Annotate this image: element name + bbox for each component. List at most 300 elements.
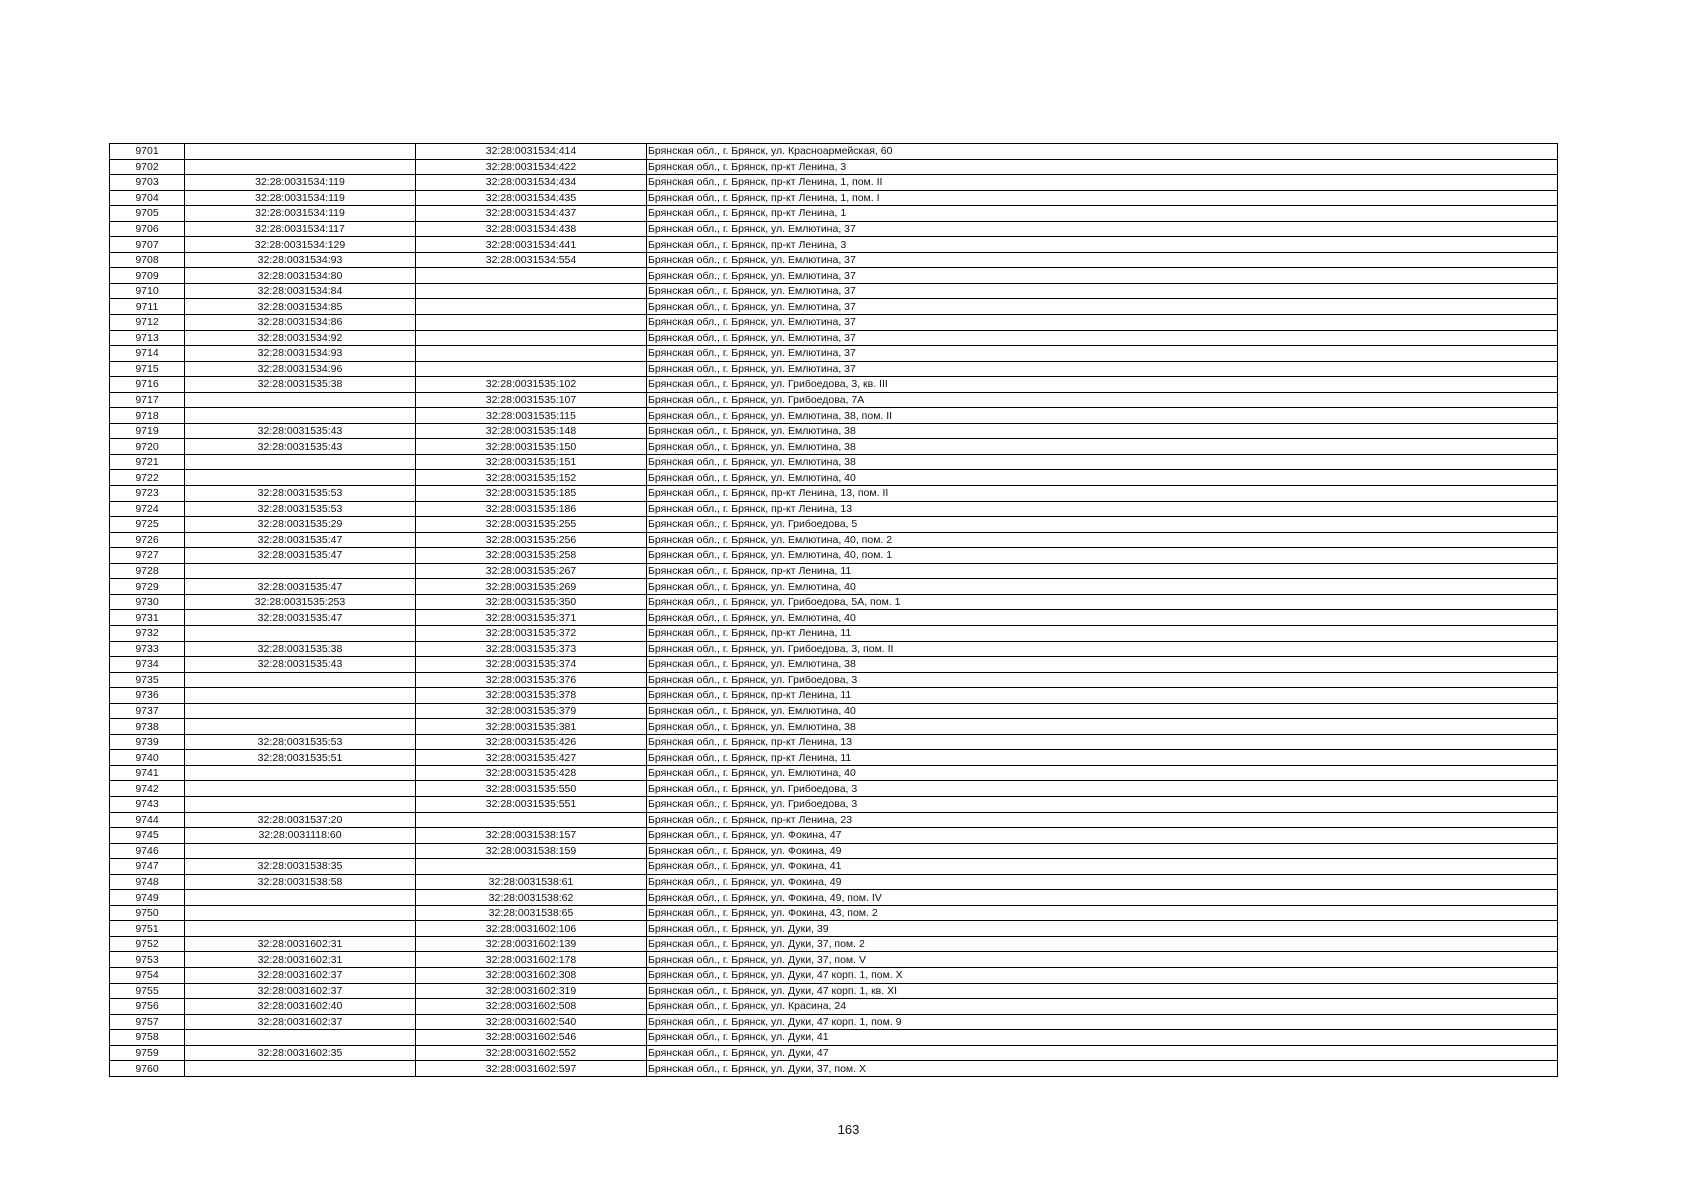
cell-addr: Брянская обл., г. Брянск, ул. Грибоедова, 3 xyxy=(647,796,1558,812)
cell-cad xyxy=(416,859,647,875)
cell-addr: Брянская обл., г. Брянск, ул. Грибоедова, 5 xyxy=(647,517,1558,533)
cell-addr: Брянская обл., г. Брянск, пр-кт Ленина, 23 xyxy=(647,812,1558,828)
cell-parent: 32:28:0031535:47 xyxy=(185,548,416,564)
cell-num: 9736 xyxy=(110,688,185,704)
cell-num: 9740 xyxy=(110,750,185,766)
cell-cad: 32:28:0031602:540 xyxy=(416,1014,647,1030)
cell-cad xyxy=(416,299,647,315)
table-row xyxy=(110,377,1558,393)
cell-addr: Брянская обл., г. Брянск, ул. Емлютина, 38, пом. II xyxy=(647,408,1558,424)
table-row xyxy=(110,548,1558,564)
table-row xyxy=(110,532,1558,548)
cell-addr: Брянская обл., г. Брянск, пр-кт Ленина, 1 xyxy=(647,206,1558,222)
cell-num: 9712 xyxy=(110,315,185,331)
table-row xyxy=(110,361,1558,377)
cell-cad: 32:28:0031538:159 xyxy=(416,843,647,859)
cell-parent: 32:28:0031534:119 xyxy=(185,206,416,222)
cell-addr: Брянская обл., г. Брянск, ул. Емлютина, 38 xyxy=(647,719,1558,735)
table-row xyxy=(110,672,1558,688)
cell-parent: 32:28:0031602:31 xyxy=(185,952,416,968)
cell-cad: 32:28:0031602:178 xyxy=(416,952,647,968)
cell-num: 9754 xyxy=(110,967,185,983)
cell-cad: 32:28:0031602:308 xyxy=(416,967,647,983)
table-row xyxy=(110,1045,1558,1061)
cell-num: 9731 xyxy=(110,610,185,626)
table-row xyxy=(110,936,1558,952)
cell-parent: 32:28:0031535:43 xyxy=(185,657,416,673)
cell-addr: Брянская обл., г. Брянск, ул. Грибоедова, 7А xyxy=(647,392,1558,408)
cell-addr: Брянская обл., г. Брянск, ул. Красноармейская, 60 xyxy=(647,144,1558,160)
cell-addr: Брянская обл., г. Брянск, ул. Емлютина, 38 xyxy=(647,439,1558,455)
table-row xyxy=(110,796,1558,812)
cell-num: 9752 xyxy=(110,936,185,952)
cell-parent: 32:28:0031534:92 xyxy=(185,330,416,346)
cell-cad: 32:28:0031535:378 xyxy=(416,688,647,704)
cell-parent xyxy=(185,159,416,175)
cell-addr: Брянская обл., г. Брянск, ул. Фокина, 43, пом. 2 xyxy=(647,905,1558,921)
cell-addr: Брянская обл., г. Брянск, ул. Емлютина, 38 xyxy=(647,454,1558,470)
cell-parent: 32:28:0031538:58 xyxy=(185,874,416,890)
table-row xyxy=(110,392,1558,408)
cell-addr: Брянская обл., г. Брянск, ул. Емлютина, 40, пом. 1 xyxy=(647,548,1558,564)
cell-cad: 32:28:0031535:115 xyxy=(416,408,647,424)
cell-parent xyxy=(185,921,416,937)
registry-table xyxy=(109,143,1558,1077)
table-row xyxy=(110,983,1558,999)
cell-parent xyxy=(185,688,416,704)
cell-addr: Брянская обл., г. Брянск, пр-кт Ленина, 11 xyxy=(647,750,1558,766)
cell-parent xyxy=(185,672,416,688)
table-row xyxy=(110,921,1558,937)
cell-parent: 32:28:0031538:35 xyxy=(185,859,416,875)
cell-addr: Брянская обл., г. Брянск, ул. Грибоедова, 3 xyxy=(647,672,1558,688)
cell-num: 9750 xyxy=(110,905,185,921)
cell-cad: 32:28:0031535:107 xyxy=(416,392,647,408)
cell-num: 9753 xyxy=(110,952,185,968)
table-row xyxy=(110,688,1558,704)
table-row xyxy=(110,221,1558,237)
table-row xyxy=(110,625,1558,641)
table-row xyxy=(110,486,1558,502)
cell-addr: Брянская обл., г. Брянск, ул. Емлютина, 38 xyxy=(647,657,1558,673)
cell-cad: 32:28:0031535:269 xyxy=(416,579,647,595)
cell-parent: 32:28:0031535:29 xyxy=(185,517,416,533)
cell-cad xyxy=(416,361,647,377)
cell-cad xyxy=(416,283,647,299)
table-row xyxy=(110,237,1558,253)
cell-num: 9726 xyxy=(110,532,185,548)
cell-cad: 32:28:0031534:438 xyxy=(416,221,647,237)
cell-cad: 32:28:0031602:106 xyxy=(416,921,647,937)
cell-num: 9703 xyxy=(110,175,185,191)
cell-addr: Брянская обл., г. Брянск, пр-кт Ленина, 11 xyxy=(647,563,1558,579)
cell-num: 9715 xyxy=(110,361,185,377)
cell-cad: 32:28:0031535:350 xyxy=(416,594,647,610)
cell-cad: 32:28:0031534:437 xyxy=(416,206,647,222)
cell-cad: 32:28:0031535:428 xyxy=(416,765,647,781)
cell-num: 9738 xyxy=(110,719,185,735)
cell-num: 9732 xyxy=(110,625,185,641)
cell-addr: Брянская обл., г. Брянск, ул. Красина, 24 xyxy=(647,999,1558,1015)
cell-addr: Брянская обл., г. Брянск, ул. Фокина, 49 xyxy=(647,874,1558,890)
table-row xyxy=(110,190,1558,206)
cell-parent xyxy=(185,781,416,797)
cell-parent xyxy=(185,408,416,424)
cell-parent: 32:28:0031602:37 xyxy=(185,983,416,999)
cell-addr: Брянская обл., г. Брянск, пр-кт Ленина, 11 xyxy=(647,688,1558,704)
cell-parent: 32:28:0031535:38 xyxy=(185,641,416,657)
cell-addr: Брянская обл., г. Брянск, ул. Дуки, 47 корп. 1, пом. X xyxy=(647,967,1558,983)
table-row xyxy=(110,610,1558,626)
cell-addr: Брянская обл., г. Брянск, пр-кт Ленина, 13 xyxy=(647,734,1558,750)
table-row xyxy=(110,579,1558,595)
cell-parent: 32:28:0031534:85 xyxy=(185,299,416,315)
cell-num: 9705 xyxy=(110,206,185,222)
cell-num: 9724 xyxy=(110,501,185,517)
cell-addr: Брянская обл., г. Брянск, пр-кт Ленина, 1, пом. II xyxy=(647,175,1558,191)
cell-cad: 32:28:0031602:139 xyxy=(416,936,647,952)
cell-addr: Брянская обл., г. Брянск, ул. Фокина, 47 xyxy=(647,828,1558,844)
cell-addr: Брянская обл., г. Брянск, ул. Грибоедова, 3, кв. III xyxy=(647,377,1558,393)
cell-num: 9711 xyxy=(110,299,185,315)
cell-num: 9714 xyxy=(110,346,185,362)
cell-cad: 32:28:0031602:546 xyxy=(416,1030,647,1046)
cell-addr: Брянская обл., г. Брянск, ул. Емлютина, 40 xyxy=(647,470,1558,486)
cell-cad xyxy=(416,812,647,828)
table-row xyxy=(110,641,1558,657)
cell-num: 9721 xyxy=(110,454,185,470)
cell-parent: 32:28:0031534:84 xyxy=(185,283,416,299)
cell-num: 9759 xyxy=(110,1045,185,1061)
cell-addr: Брянская обл., г. Брянск, ул. Емлютина, 40 xyxy=(647,765,1558,781)
table-row xyxy=(110,952,1558,968)
table-row xyxy=(110,439,1558,455)
cell-num: 9734 xyxy=(110,657,185,673)
cell-cad: 32:28:0031535:256 xyxy=(416,532,647,548)
cell-num: 9704 xyxy=(110,190,185,206)
cell-num: 9729 xyxy=(110,579,185,595)
cell-num: 9748 xyxy=(110,874,185,890)
table-row xyxy=(110,594,1558,610)
cell-addr: Брянская обл., г. Брянск, ул. Грибоедова, 3, пом. II xyxy=(647,641,1558,657)
cell-cad: 32:28:0031602:552 xyxy=(416,1045,647,1061)
cell-cad: 32:28:0031535:151 xyxy=(416,454,647,470)
table-row xyxy=(110,859,1558,875)
cell-cad: 32:28:0031534:434 xyxy=(416,175,647,191)
table-row xyxy=(110,734,1558,750)
cell-parent: 32:28:0031535:43 xyxy=(185,439,416,455)
cell-parent xyxy=(185,890,416,906)
cell-cad: 32:28:0031602:597 xyxy=(416,1061,647,1077)
cell-addr: Брянская обл., г. Брянск, ул. Дуки, 37, пом. V xyxy=(647,952,1558,968)
cell-cad: 32:28:0031535:373 xyxy=(416,641,647,657)
cell-num: 9735 xyxy=(110,672,185,688)
cell-num: 9739 xyxy=(110,734,185,750)
cell-num: 9741 xyxy=(110,765,185,781)
table-row xyxy=(110,501,1558,517)
cell-num: 9742 xyxy=(110,781,185,797)
cell-parent: 32:28:0031534:129 xyxy=(185,237,416,253)
cell-cad: 32:28:0031535:427 xyxy=(416,750,647,766)
cell-cad xyxy=(416,330,647,346)
cell-cad: 32:28:0031535:381 xyxy=(416,719,647,735)
cell-addr: Брянская обл., г. Брянск, пр-кт Ленина, 3 xyxy=(647,159,1558,175)
cell-addr: Брянская обл., г. Брянск, ул. Емлютина, 37 xyxy=(647,299,1558,315)
table-row xyxy=(110,703,1558,719)
table-row xyxy=(110,750,1558,766)
table-row xyxy=(110,843,1558,859)
cell-cad: 32:28:0031535:374 xyxy=(416,657,647,673)
cell-num: 9751 xyxy=(110,921,185,937)
cell-addr: Брянская обл., г. Брянск, ул. Емлютина, 37 xyxy=(647,346,1558,362)
cell-cad: 32:28:0031535:379 xyxy=(416,703,647,719)
cell-parent: 32:28:0031534:96 xyxy=(185,361,416,377)
cell-cad: 32:28:0031538:65 xyxy=(416,905,647,921)
cell-addr: Брянская обл., г. Брянск, ул. Емлютина, 40 xyxy=(647,579,1558,595)
cell-parent: 32:28:0031534:119 xyxy=(185,175,416,191)
cell-cad: 32:28:0031535:551 xyxy=(416,796,647,812)
cell-parent: 32:28:0031535:53 xyxy=(185,734,416,750)
cell-cad xyxy=(416,346,647,362)
cell-num: 9718 xyxy=(110,408,185,424)
cell-parent: 32:28:0031534:80 xyxy=(185,268,416,284)
cell-addr: Брянская обл., г. Брянск, пр-кт Ленина, 13 xyxy=(647,501,1558,517)
cell-cad: 32:28:0031534:414 xyxy=(416,144,647,160)
cell-cad: 32:28:0031535:426 xyxy=(416,734,647,750)
table-row xyxy=(110,563,1558,579)
table-row xyxy=(110,874,1558,890)
cell-parent: 32:28:0031535:47 xyxy=(185,610,416,626)
cell-addr: Брянская обл., г. Брянск, пр-кт Ленина, 11 xyxy=(647,625,1558,641)
table-row xyxy=(110,252,1558,268)
cell-parent xyxy=(185,719,416,735)
cell-addr: Брянская обл., г. Брянск, ул. Емлютина, 40 xyxy=(647,610,1558,626)
table-row xyxy=(110,206,1558,222)
cell-cad: 32:28:0031534:554 xyxy=(416,252,647,268)
cell-cad: 32:28:0031535:186 xyxy=(416,501,647,517)
cell-num: 9749 xyxy=(110,890,185,906)
cell-addr: Брянская обл., г. Брянск, пр-кт Ленина, 13, пом. II xyxy=(647,486,1558,502)
cell-num: 9747 xyxy=(110,859,185,875)
cell-parent xyxy=(185,625,416,641)
cell-num: 9758 xyxy=(110,1030,185,1046)
cell-cad: 32:28:0031602:319 xyxy=(416,983,647,999)
cell-num: 9730 xyxy=(110,594,185,610)
cell-parent: 32:28:0031602:37 xyxy=(185,1014,416,1030)
cell-parent: 32:28:0031534:93 xyxy=(185,346,416,362)
cell-addr: Брянская обл., г. Брянск, ул. Грибоедова, 5А, пом. 1 xyxy=(647,594,1558,610)
table-row xyxy=(110,423,1558,439)
cell-parent xyxy=(185,392,416,408)
page-number: 163 xyxy=(837,1122,860,1137)
cell-cad: 32:28:0031534:441 xyxy=(416,237,647,253)
cell-cad: 32:28:0031534:435 xyxy=(416,190,647,206)
table-row xyxy=(110,719,1558,735)
cell-addr: Брянская обл., г. Брянск, ул. Фокина, 41 xyxy=(647,859,1558,875)
cell-num: 9722 xyxy=(110,470,185,486)
cell-parent: 32:28:0031118:60 xyxy=(185,828,416,844)
cell-parent: 32:28:0031535:47 xyxy=(185,532,416,548)
table-row xyxy=(110,517,1558,533)
cell-parent: 32:28:0031534:119 xyxy=(185,190,416,206)
cell-cad: 32:28:0031535:372 xyxy=(416,625,647,641)
cell-num: 9745 xyxy=(110,828,185,844)
table-row xyxy=(110,905,1558,921)
cell-addr: Брянская обл., г. Брянск, ул. Емлютина, 37 xyxy=(647,252,1558,268)
cell-cad: 32:28:0031535:150 xyxy=(416,439,647,455)
table-row xyxy=(110,812,1558,828)
table-row xyxy=(110,454,1558,470)
cell-parent: 32:28:0031535:47 xyxy=(185,579,416,595)
cell-cad: 32:28:0031535:371 xyxy=(416,610,647,626)
cell-addr: Брянская обл., г. Брянск, ул. Емлютина, 37 xyxy=(647,268,1558,284)
cell-num: 9727 xyxy=(110,548,185,564)
cell-cad: 32:28:0031535:376 xyxy=(416,672,647,688)
cell-addr: Брянская обл., г. Брянск, ул. Емлютина, 40, пом. 2 xyxy=(647,532,1558,548)
cell-addr: Брянская обл., г. Брянск, ул. Фокина, 49, пом. IV xyxy=(647,890,1558,906)
table-row xyxy=(110,1014,1558,1030)
cell-num: 9716 xyxy=(110,377,185,393)
table-row xyxy=(110,470,1558,486)
cell-cad: 32:28:0031535:152 xyxy=(416,470,647,486)
cell-num: 9707 xyxy=(110,237,185,253)
cell-cad: 32:28:0031535:102 xyxy=(416,377,647,393)
cell-num: 9720 xyxy=(110,439,185,455)
cell-addr: Брянская обл., г. Брянск, ул. Дуки, 41 xyxy=(647,1030,1558,1046)
cell-parent: 32:28:0031602:40 xyxy=(185,999,416,1015)
cell-cad: 32:28:0031535:550 xyxy=(416,781,647,797)
cell-num: 9701 xyxy=(110,144,185,160)
cell-num: 9737 xyxy=(110,703,185,719)
table-row xyxy=(110,268,1558,284)
cell-addr: Брянская обл., г. Брянск, ул. Дуки, 47 корп. 1, пом. 9 xyxy=(647,1014,1558,1030)
cell-parent: 32:28:0031535:51 xyxy=(185,750,416,766)
table-row xyxy=(110,408,1558,424)
cell-addr: Брянская обл., г. Брянск, ул. Дуки, 47 корп. 1, кв. XI xyxy=(647,983,1558,999)
cell-addr: Брянская обл., г. Брянск, ул. Емлютина, 38 xyxy=(647,423,1558,439)
table-row xyxy=(110,765,1558,781)
cell-num: 9744 xyxy=(110,812,185,828)
table-row xyxy=(110,283,1558,299)
cell-cad: 32:28:0031535:258 xyxy=(416,548,647,564)
cell-addr: Брянская обл., г. Брянск, ул. Емлютина, 37 xyxy=(647,361,1558,377)
cell-cad: 32:28:0031538:157 xyxy=(416,828,647,844)
table-row xyxy=(110,828,1558,844)
cell-parent xyxy=(185,454,416,470)
cell-parent: 32:28:0031534:86 xyxy=(185,315,416,331)
table-row xyxy=(110,1061,1558,1077)
cell-parent: 32:28:0031535:38 xyxy=(185,377,416,393)
table-row xyxy=(110,1030,1558,1046)
cell-num: 9717 xyxy=(110,392,185,408)
cell-cad: 32:28:0031535:185 xyxy=(416,486,647,502)
cell-cad: 32:28:0031535:255 xyxy=(416,517,647,533)
cell-parent xyxy=(185,470,416,486)
cell-addr: Брянская обл., г. Брянск, пр-кт Ленина, 1, пом. I xyxy=(647,190,1558,206)
cell-parent xyxy=(185,796,416,812)
cell-num: 9708 xyxy=(110,252,185,268)
cell-cad xyxy=(416,268,647,284)
cell-num: 9743 xyxy=(110,796,185,812)
table-row xyxy=(110,890,1558,906)
table-row xyxy=(110,781,1558,797)
cell-parent xyxy=(185,1030,416,1046)
cell-num: 9757 xyxy=(110,1014,185,1030)
cell-parent: 32:28:0031537:20 xyxy=(185,812,416,828)
cell-parent: 32:28:0031602:37 xyxy=(185,967,416,983)
cell-addr: Брянская обл., г. Брянск, ул. Емлютина, 37 xyxy=(647,221,1558,237)
table-row xyxy=(110,144,1558,160)
cell-addr: Брянская обл., г. Брянск, ул. Емлютина, 37 xyxy=(647,283,1558,299)
cell-parent: 32:28:0031602:35 xyxy=(185,1045,416,1061)
cell-parent xyxy=(185,1061,416,1077)
cell-parent: 32:28:0031535:53 xyxy=(185,486,416,502)
table-row xyxy=(110,175,1558,191)
cell-cad: 32:28:0031538:61 xyxy=(416,874,647,890)
cell-cad: 32:28:0031534:422 xyxy=(416,159,647,175)
cell-num: 9756 xyxy=(110,999,185,1015)
cell-cad: 32:28:0031535:267 xyxy=(416,563,647,579)
cell-addr: Брянская обл., г. Брянск, ул. Дуки, 37, пом. 2 xyxy=(647,936,1558,952)
table-row xyxy=(110,299,1558,315)
cell-num: 9709 xyxy=(110,268,185,284)
cell-parent xyxy=(185,905,416,921)
cell-num: 9760 xyxy=(110,1061,185,1077)
registry-table-body xyxy=(110,144,1558,1077)
cell-num: 9746 xyxy=(110,843,185,859)
cell-num: 9719 xyxy=(110,423,185,439)
cell-parent: 32:28:0031535:53 xyxy=(185,501,416,517)
cell-addr: Брянская обл., г. Брянск, ул. Емлютина, 37 xyxy=(647,330,1558,346)
cell-parent: 32:28:0031534:93 xyxy=(185,252,416,268)
table-row xyxy=(110,330,1558,346)
table-row xyxy=(110,346,1558,362)
table-row xyxy=(110,657,1558,673)
cell-cad xyxy=(416,315,647,331)
cell-parent: 32:28:0031602:31 xyxy=(185,936,416,952)
cell-parent xyxy=(185,843,416,859)
cell-parent xyxy=(185,765,416,781)
cell-cad: 32:28:0031602:508 xyxy=(416,999,647,1015)
cell-parent: 32:28:0031535:43 xyxy=(185,423,416,439)
cell-parent xyxy=(185,703,416,719)
cell-addr: Брянская обл., г. Брянск, ул. Дуки, 37, пом. X xyxy=(647,1061,1558,1077)
table-row xyxy=(110,315,1558,331)
cell-addr: Брянская обл., г. Брянск, ул. Емлютина, 37 xyxy=(647,315,1558,331)
cell-parent xyxy=(185,563,416,579)
cell-addr: Брянская обл., г. Брянск, ул. Дуки, 39 xyxy=(647,921,1558,937)
table-row xyxy=(110,967,1558,983)
cell-num: 9728 xyxy=(110,563,185,579)
cell-addr: Брянская обл., г. Брянск, ул. Грибоедова, 3 xyxy=(647,781,1558,797)
cell-addr: Брянская обл., г. Брянск, ул. Фокина, 49 xyxy=(647,843,1558,859)
cell-num: 9713 xyxy=(110,330,185,346)
table-row xyxy=(110,999,1558,1015)
table-row xyxy=(110,159,1558,175)
cell-num: 9723 xyxy=(110,486,185,502)
cell-cad: 32:28:0031538:62 xyxy=(416,890,647,906)
cell-num: 9702 xyxy=(110,159,185,175)
cell-addr: Брянская обл., г. Брянск, пр-кт Ленина, 3 xyxy=(647,237,1558,253)
cell-parent: 32:28:0031534:117 xyxy=(185,221,416,237)
cell-num: 9706 xyxy=(110,221,185,237)
cell-parent xyxy=(185,144,416,160)
cell-addr: Брянская обл., г. Брянск, ул. Дуки, 47 xyxy=(647,1045,1558,1061)
cell-addr: Брянская обл., г. Брянск, ул. Емлютина, 40 xyxy=(647,703,1558,719)
cell-num: 9710 xyxy=(110,283,185,299)
cell-num: 9733 xyxy=(110,641,185,657)
cell-cad: 32:28:0031535:148 xyxy=(416,423,647,439)
